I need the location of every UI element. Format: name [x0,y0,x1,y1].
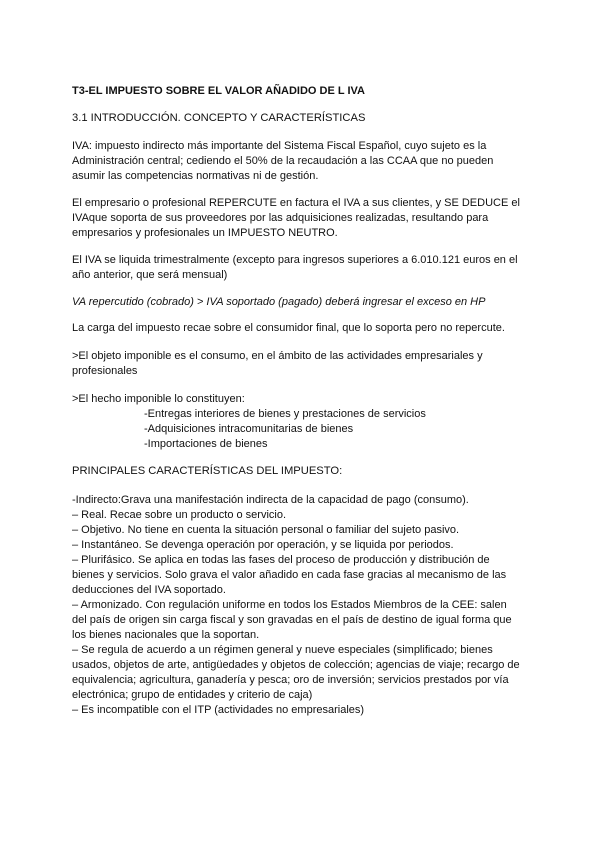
paragraph-line: Administración central; cediendo el 50% de la recaudación a las CCAA que no pueden [72,155,494,167]
list-item: del país de origen sin carga fiscal y son gravadas en el país de destino de igual forma que [72,614,512,626]
subheading: PRINCIPALES CARACTERÍSTICAS DEL IMPUESTO: [72,465,343,477]
list-item: – Instantáneo. Se devenga operación por operación, y se liquida por periodos. [72,539,454,551]
paragraph-line: IVA: impuesto indirecto más importante del Sistema Fiscal Español, cuyo sujeto es la [72,140,487,152]
list-item: electrónica; grupo de entidades y criterio de caja) [72,689,313,701]
list-item: – Es incompatible con el ITP (actividades no empresariales) [72,704,365,716]
list-item: usados, objetos de arte, antigüedades y objetos de colección; agencias de viaje; recargo de [72,659,520,671]
paragraph-line: El IVA se liquida trimestralmente (excepto para ingresos superiores a 6.010.121 euros en el [72,254,518,266]
list-item: -Adquisiciones intracomunitarias de bienes [144,423,354,435]
document-title: T3-EL IMPUESTO SOBRE EL VALOR AÑADIDO DE L IVA [72,85,365,97]
list-item: – Objetivo. No tiene en cuenta la situación personal o familiar del sujeto pasivo. [72,524,460,536]
list-item: -Importaciones de bienes [144,438,268,450]
list-item: -Entregas interiores de bienes y prestaciones de servicios [144,408,426,420]
paragraph-line: profesionales [72,365,138,377]
section-heading: 3.1 INTRODUCCIÓN. CONCEPTO Y CARACTERÍSTICAS [72,112,366,124]
list-item: – Se regula de acuerdo a un régimen general y nueve especiales (simplificado; bienes [72,644,493,656]
list-item: bienes y servicios. Solo grava el valor añadido en cada fase gracias al mecanismo de las [72,569,507,581]
list-item: los bienes nacionales que la soportan. [72,629,260,641]
list-item: equivalencia; agricultura, ganadería y pesca; oro de inversión; servicios prestados por vía [72,674,509,686]
formula-line: VA repercutido (cobrado) > IVA soportado (pagado) deberá ingresar el exceso en HP [72,296,486,308]
list-item: – Armonizado. Con regulación uniforme en todos los Estados Miembros de la CEE: salen [72,599,507,611]
paragraph-line: El empresario o profesional REPERCUTE en factura el IVA a sus clientes, y SE DEDUCE el [72,197,520,209]
paragraph-line: La carga del impuesto recae sobre el consumidor final, que lo soporta pero no repercute. [72,322,505,334]
list-item: – Real. Recae sobre un producto o servicio. [72,509,287,521]
list-item: deducciones del IVA soportado. [72,584,226,596]
paragraph-line: año anterior, que será mensual) [72,269,228,281]
paragraph-line: asumir las competencias normativas ni de gestión. [72,170,319,182]
paragraph-line: empresarios y profesionales un IMPUESTO NEUTRO. [72,227,338,239]
list-item: -Indirecto:Grava una manifestación indirecta de la capacidad de pago (consumo). [72,494,469,506]
paragraph-line: >El objeto imponible es el consumo, en el ámbito de las actividades empresariales y [72,350,483,362]
paragraph-line: >El hecho imponible lo constituyen: [72,393,245,405]
list-item: – Plurifásico. Se aplica en todas las fases del proceso de producción y distribución de [72,554,490,566]
paragraph-line: IVAque soporta de sus proveedores por las adquisiciones realizadas, resultando para [72,212,489,224]
